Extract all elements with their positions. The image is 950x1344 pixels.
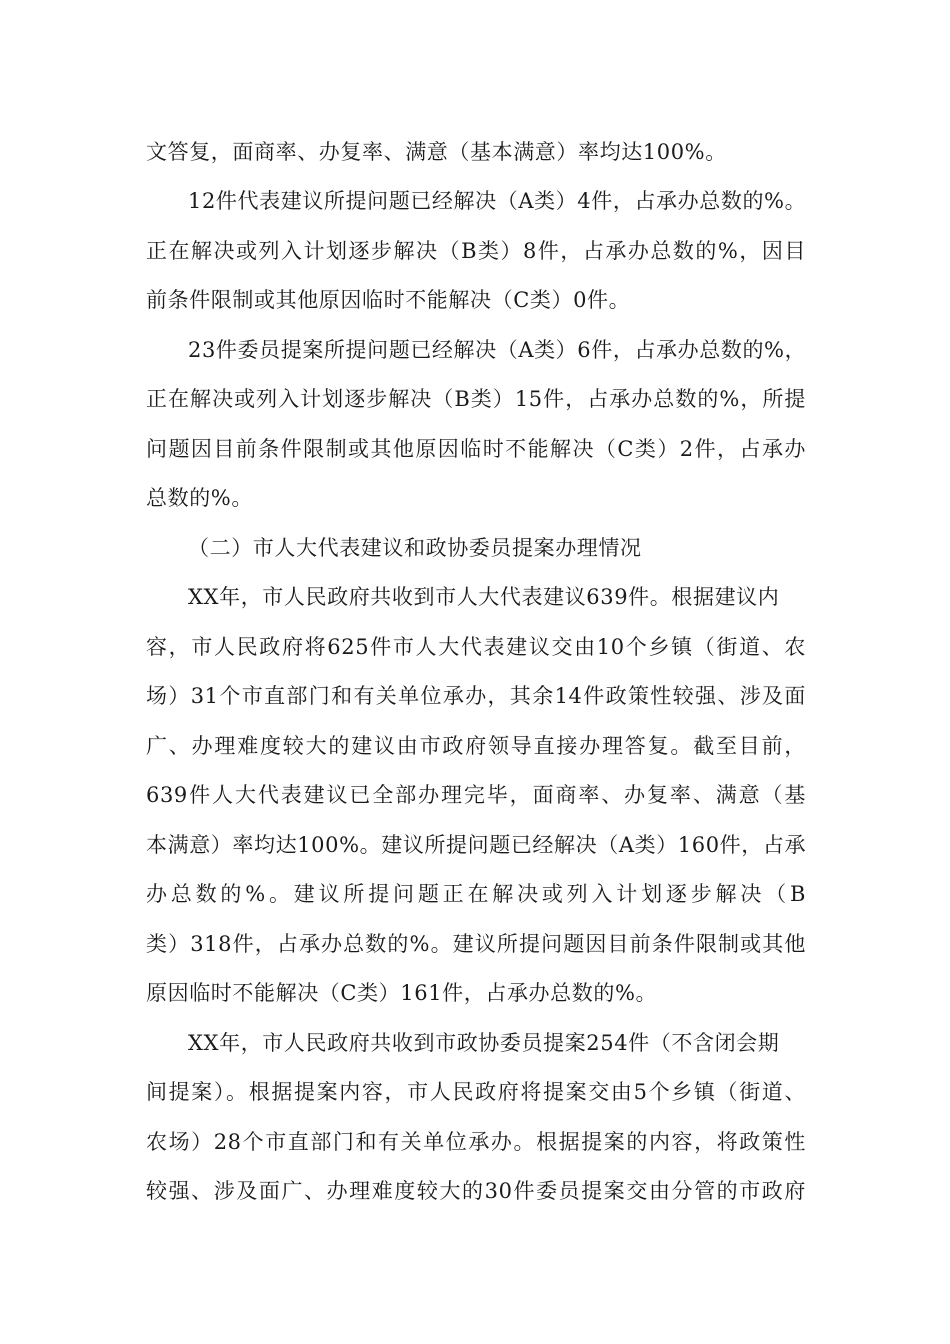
body-text-line: 原因临时不能解决（C类）161件，占承办总数的%。 bbox=[146, 981, 658, 1005]
body-text-line: 办总数的%。建议所提问题正在解决或列入计划逐步解决（B bbox=[146, 882, 806, 906]
body-text-line: 正在解决或列入计划逐步解决（B类）8件，占承办总数的%，因目 bbox=[146, 239, 806, 263]
body-text-line: 农场）28个市直部门和有关单位承办。根据提案的内容，将政策性 bbox=[146, 1130, 806, 1154]
body-text-line: 较强、涉及面广、办理难度较大的30件委员提案交由分管的市政府 bbox=[146, 1179, 806, 1203]
body-text-line: 前条件限制或其他原因临时不能解决（C类）0件。 bbox=[146, 288, 631, 312]
section-heading: （二）市人大代表建议和政协委员提案办理情况 bbox=[188, 536, 642, 560]
body-text-line: XX年，市人民政府共收到市政协委员提案254件（不含闭会期 bbox=[188, 1031, 780, 1055]
body-text-line: 639件人大代表建议已全部办理完毕，面商率、办复率、满意（基 bbox=[146, 783, 806, 807]
body-text-line: 问题因目前条件限制或其他原因临时不能解决（C类）2件，占承办 bbox=[146, 437, 806, 461]
body-text-line: 23件委员提案所提问题已经解决（A类）6件，占承办总数的%， bbox=[188, 338, 807, 362]
body-text-line: 本满意）率均达100%。建议所提问题已经解决（A类）160件，占承 bbox=[146, 833, 807, 857]
body-text-line: 12件代表建议所提问题已经解决（A类）4件，占承办总数的%。 bbox=[188, 189, 807, 213]
body-text-line: 间提案）。根据提案内容，市人民政府将提案交由5个乡镇（街道、 bbox=[146, 1080, 806, 1104]
body-text-line: 场）31个市直部门和有关单位承办，其余14件政策性较强、涉及面 bbox=[146, 684, 806, 708]
body-text-line: 文答复，面商率、办复率、满意（基本满意）率均达100%。 bbox=[146, 140, 727, 164]
body-text-line: 类）318件，占承办总数的%。建议所提问题因目前条件限制或其他 bbox=[146, 932, 806, 956]
body-text-line: 容，市人民政府将625件市人大代表建议交由10个乡镇（街道、农 bbox=[146, 635, 806, 659]
body-text-line: 总数的%。 bbox=[146, 486, 253, 510]
body-text-line: XX年，市人民政府共收到市人大代表建议639件。根据建议内 bbox=[188, 585, 780, 609]
body-text-line: 广、办理难度较大的建议由市政府领导直接办理答复。截至目前， bbox=[146, 734, 806, 758]
body-text-line: 正在解决或列入计划逐步解决（B类）15件，占承办总数的%，所提 bbox=[146, 387, 806, 411]
